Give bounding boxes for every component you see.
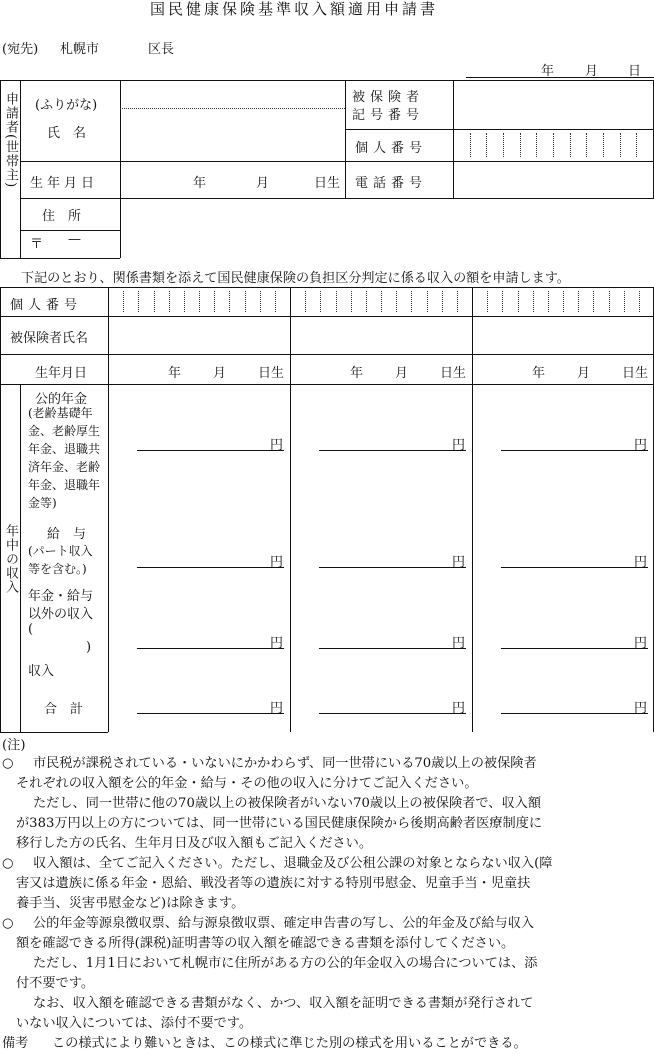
member-1-personal-number-input[interactable] xyxy=(109,288,289,315)
member-3-salary-yen-label: 円 xyxy=(634,555,648,570)
member-2-salary-amount-input[interactable] xyxy=(319,567,466,568)
note-1b-line-1: ただし、同一世帯に他の70歳以上の被保険者がいない70歳以上の被保険者で、収入額 xyxy=(33,796,542,811)
birth-day: 日生 xyxy=(314,176,341,191)
phone-input[interactable] xyxy=(455,163,651,196)
insured-code-input[interactable] xyxy=(455,82,651,128)
pension-detail-2: 金、老齢厚生 xyxy=(28,424,101,438)
personal-number-label: 個人番号 xyxy=(355,141,428,156)
other-paren-close: ) xyxy=(86,640,92,655)
digit-separator xyxy=(620,133,621,157)
phone-label: 電話番号 xyxy=(355,176,428,191)
name-label: 氏 名 xyxy=(47,126,87,141)
member-1-other-amount-input[interactable] xyxy=(137,648,284,649)
other-suffix: 収入 xyxy=(28,664,55,679)
member-1-birth-day: 日生 xyxy=(258,366,285,381)
member-1-total-yen-label: 円 xyxy=(270,701,284,716)
addressee-prefix: (宛先) xyxy=(2,42,39,57)
member-1-birth-year: 年 xyxy=(168,366,182,381)
postal-mark: 〒 xyxy=(30,237,44,252)
member-3-salary-amount-input[interactable] xyxy=(501,567,648,568)
other-title-1: 年金・給与 xyxy=(28,589,94,604)
pension-detail-4: 済年金、老齢 xyxy=(28,460,101,474)
digit-separator xyxy=(470,133,471,157)
notes-heading: (注) xyxy=(2,738,26,753)
member-3-pension-yen-label: 円 xyxy=(634,438,648,453)
note-3b-line-2: 付不要です。 xyxy=(16,976,95,991)
address-input[interactable] xyxy=(122,200,652,256)
member-1-other-yen-label: 円 xyxy=(270,636,284,651)
member-2-birth-month: 月 xyxy=(395,366,409,381)
member-2-pension-amount-input[interactable] xyxy=(319,450,466,451)
member-1-pension-amount-input[interactable] xyxy=(137,450,284,451)
note-3-line-1: 公的年金等源泉徴収票、給与源泉徴収票、確定申告書の写し、公的年金及び給与収入 xyxy=(33,916,535,931)
addressee-city: 札幌市 xyxy=(60,42,100,57)
members-insured-name-label: 被保険者氏名 xyxy=(10,331,89,346)
member-2-other-yen-label: 円 xyxy=(452,636,466,651)
other-paren-open: ( xyxy=(28,622,34,637)
applicant-side-label: 申請者(世帯主) xyxy=(3,92,18,189)
insured-code-label-2: 記号番号 xyxy=(352,108,425,123)
pension-detail-3: 年金、退職共 xyxy=(28,442,101,456)
note-2-line-2: 害又は遺族に係る年金・恩給、戦没者等の遺族に対する特別弔慰金、児童手当・児童扶 xyxy=(16,876,531,891)
other-income-type-input[interactable] xyxy=(36,622,84,658)
income-side-label: 年中の収入 xyxy=(3,524,18,594)
note-bullet: ○ xyxy=(2,916,14,931)
applicant-name-input[interactable] xyxy=(122,110,344,160)
member-3-total-amount-input[interactable] xyxy=(501,713,648,714)
note-3c-line-1: なお、収入額を確認できる書類がなく、かつ、収入額を証明できる書類が発行されて xyxy=(33,996,534,1011)
digit-separator xyxy=(603,133,604,157)
member-2-birth-year: 年 xyxy=(350,366,364,381)
insured-code-label-1: 被保険者 xyxy=(352,90,425,105)
member-1-total-amount-input[interactable] xyxy=(137,713,284,714)
member-1-salary-amount-input[interactable] xyxy=(137,567,284,568)
member-2-name-input[interactable] xyxy=(291,318,471,353)
member-1-birth-month: 月 xyxy=(213,366,227,381)
note-1b-line-3: 移行した方の氏名、生年月日及び収入額もご記入ください。 xyxy=(16,836,373,851)
pension-title: 公的年金 xyxy=(35,392,88,407)
member-2-total-yen-label: 円 xyxy=(452,701,466,716)
member-3-birth-day: 日生 xyxy=(622,366,649,381)
furigana-label: (ふりがな) xyxy=(35,98,98,113)
pension-detail-1: (老齢基礎年 xyxy=(28,406,93,420)
member-3-personal-number-input[interactable] xyxy=(473,288,653,315)
note-3c-line-2: いない収入については、添付不要です。 xyxy=(16,1016,253,1031)
date-month-label: 月 xyxy=(585,64,599,79)
intro-text: 下記のとおり、関係書類を添えて国民健康保険の負担区分判定に係る収入の額を申請します。 xyxy=(21,271,570,286)
note-1b-line-2: が383万円以上の方については、同一世帯にいる国民健康保険から後期高齢者医療制度に xyxy=(16,816,543,831)
member-3-pension-amount-input[interactable] xyxy=(501,450,648,451)
member-3-total-yen-label: 円 xyxy=(634,701,648,716)
remarks-text: この様式により難いときは、この様式に準じた別の様式を用いることができる。 xyxy=(52,1036,527,1051)
member-2-other-amount-input[interactable] xyxy=(319,648,466,649)
note-1-line-2: それぞれの収入額を公的年金・給与・その他の収入に分けてご記入ください。 xyxy=(16,776,478,791)
birth-year: 年 xyxy=(193,176,207,191)
members-personal-number-label: 個人番号 xyxy=(10,298,83,313)
member-1-salary-yen-label: 円 xyxy=(270,555,284,570)
member-2-total-amount-input[interactable] xyxy=(319,713,466,714)
members-birth-label: 生年月日 xyxy=(35,366,88,381)
member-2-salary-yen-label: 円 xyxy=(452,555,466,570)
date-day-label: 日 xyxy=(628,64,642,79)
member-3-birth-year: 年 xyxy=(532,366,546,381)
digit-separator xyxy=(486,133,487,157)
digit-separator xyxy=(553,133,554,157)
member-1-name-input[interactable] xyxy=(109,318,289,353)
member-3-birth-month: 月 xyxy=(577,366,591,381)
postal-dash: — xyxy=(68,232,81,247)
salary-detail-1: (パート収入 xyxy=(28,544,93,558)
digit-separator xyxy=(586,133,587,157)
digit-separator xyxy=(536,133,537,157)
pension-detail-5: 年金、退職年 xyxy=(28,478,101,492)
form-title: 国民健康保険基準収入額適用申請書 xyxy=(150,0,439,18)
salary-title: 給 与 xyxy=(47,527,87,542)
member-3-other-amount-input[interactable] xyxy=(501,648,648,649)
salary-detail-2: 等を含む。) xyxy=(28,562,87,576)
birth-month: 月 xyxy=(256,176,270,191)
addressee-mayor: 区長 xyxy=(148,42,175,57)
birth-label: 生年月日 xyxy=(30,176,99,191)
note-2-line-3: 養手当、災害弔慰金など)は除きます。 xyxy=(16,896,245,911)
member-3-name-input[interactable] xyxy=(473,318,653,353)
member-3-other-yen-label: 円 xyxy=(634,636,648,651)
pension-detail-6: 金等) xyxy=(28,496,57,510)
member-1-pension-yen-label: 円 xyxy=(270,438,284,453)
digit-separator xyxy=(520,133,521,157)
member-2-personal-number-input[interactable] xyxy=(291,288,471,315)
date-year-label: 年 xyxy=(541,64,555,79)
note-bullet: ○ xyxy=(2,856,14,871)
note-3-line-2: 額を確認できる所得(課税)証明書等の収入額を確認できる書類を添付してください。 xyxy=(16,936,515,951)
member-2-birth-day: 日生 xyxy=(440,366,467,381)
digit-separator xyxy=(636,133,637,157)
note-3b-line-1: ただし、1月1日において札幌市に住所がある方の公的年金収入の場合については、添 xyxy=(33,956,538,971)
note-1-line-1: 市民税が課税されている・いないにかかわらず、同一世帯にいる70歳以上の被保険者 xyxy=(33,756,537,771)
member-2-pension-yen-label: 円 xyxy=(452,438,466,453)
note-2-line-1: 収入額は、全てご記入ください。ただし、退職金及び公租公課の対象とならない収入(障 xyxy=(33,856,553,871)
address-label: 住 所 xyxy=(42,209,82,224)
digit-separator xyxy=(570,133,571,157)
digit-separator xyxy=(503,133,504,157)
total-label: 合 計 xyxy=(44,702,84,717)
remarks-label: 備考 xyxy=(2,1036,29,1051)
note-bullet: ○ xyxy=(2,756,14,771)
other-title-2: 以外の収入 xyxy=(28,607,94,622)
